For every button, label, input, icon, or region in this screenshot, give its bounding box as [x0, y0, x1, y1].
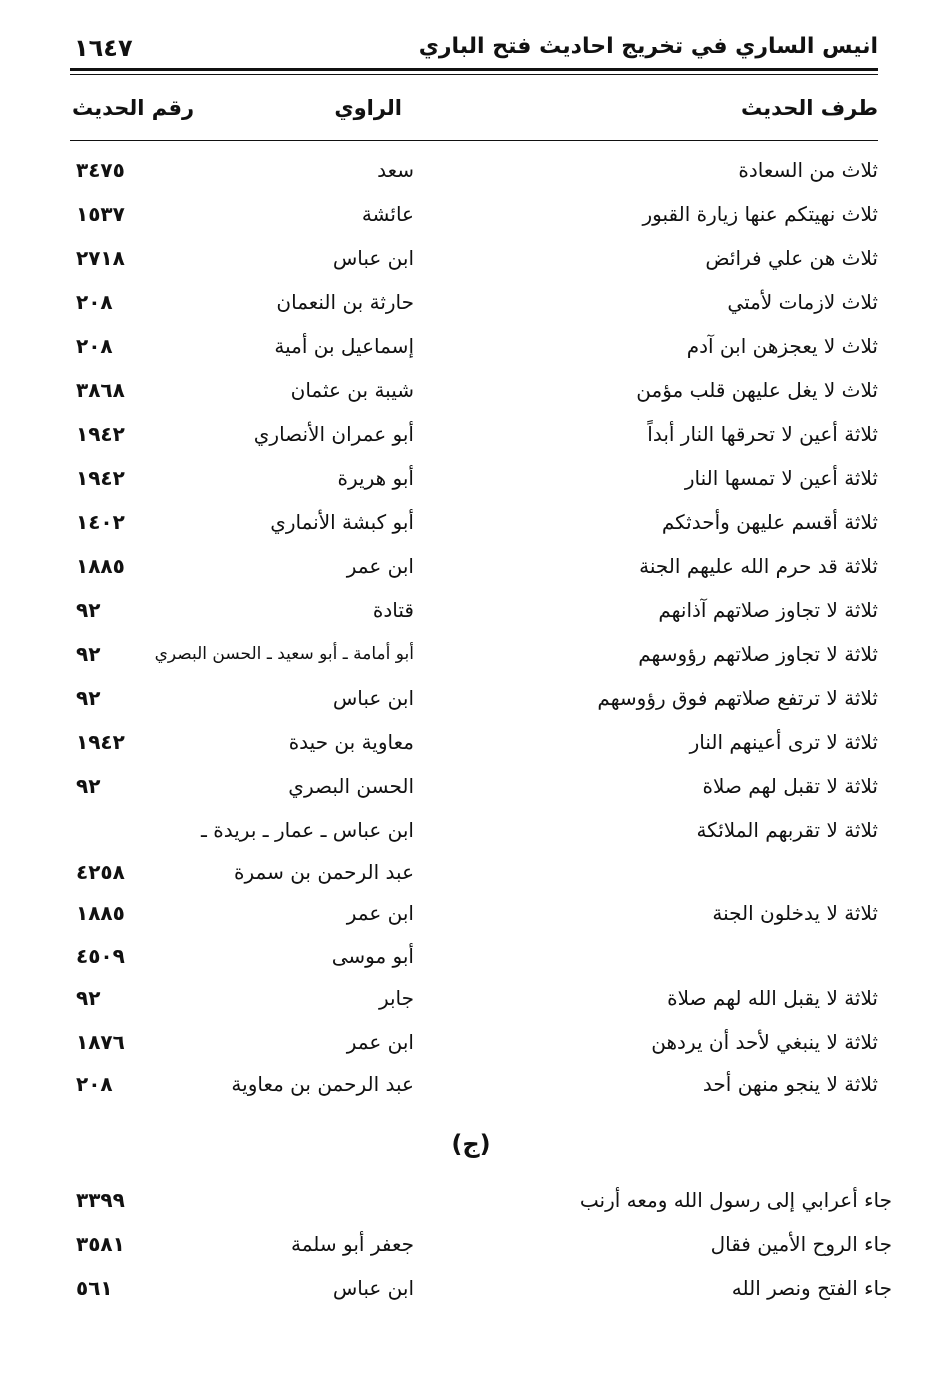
hadith-cell: ثلاثة قد حرم الله عليهم الجنة — [639, 554, 878, 578]
column-header-number: رقم الحديث — [72, 96, 195, 120]
rawi-cell: ابن عمر — [346, 901, 414, 925]
hadith-number-cell: ١٩٤٢ — [76, 422, 125, 446]
hadith-number-cell: ١٨٧٦ — [76, 1030, 125, 1054]
hadith-number-cell: ١٥٣٧ — [76, 202, 125, 226]
hadith-cell: جاء الروح الأمين فقال — [710, 1232, 892, 1256]
table-row — [0, 1224, 942, 1264]
hadith-cell: ثلاث لا يغل عليهن قلب مؤمن — [636, 378, 878, 402]
table-row — [0, 893, 942, 933]
table-row — [0, 1180, 942, 1220]
hadith-cell: ثلاثة لا تجاوز صلاتهم رؤوسهم — [638, 642, 878, 666]
rawi-cell: الحسن البصري — [288, 774, 414, 798]
hadith-number-cell: ٣٨٦٨ — [76, 378, 125, 402]
rawi-cell: ابن عمر — [346, 1030, 414, 1054]
rawi-cell: عبد الرحمن بن سمرة — [234, 860, 414, 884]
rawi-cell: عائشة — [361, 202, 414, 226]
hadith-number-cell: ١٩٤٢ — [76, 466, 125, 490]
hadith-cell: ثلاث لا يعجزهن ابن آدم — [686, 334, 878, 358]
hadith-cell: ثلاثة لا ترى أعينهم النار — [689, 730, 878, 754]
hadith-number-cell: ٣٣٩٩ — [76, 1188, 125, 1212]
hadith-cell: ثلاث من السعادة — [738, 158, 878, 182]
table-row — [0, 678, 942, 718]
table-row — [0, 546, 942, 586]
rawi-cell: إسماعيل بن أمية — [274, 334, 414, 358]
rawi-cell: معاوية بن حيدة — [288, 730, 414, 754]
table-row — [0, 1268, 942, 1308]
hadith-cell: ثلاثة لا تجاوز صلاتهم آذانهم — [658, 598, 878, 622]
rawi-cell: ابن عباس ـ عمار ـ بريدة ـ — [201, 818, 414, 842]
hadith-number-cell: ١٩٤٢ — [76, 730, 125, 754]
hadith-cell: ثلاثة لا ينجو منهن أحد — [702, 1072, 878, 1096]
hadith-number-cell: ٩٢ — [76, 774, 101, 798]
hadith-cell: ثلاثة لا يدخلون الجنة — [712, 901, 878, 925]
table-row — [0, 150, 942, 190]
hadith-cell: جاء أعرابي إلى رسول الله ومعه أرنب — [579, 1188, 892, 1212]
hadith-cell: ثلاث هن علي فرائض — [705, 246, 878, 270]
page-number: ١٦٤٧ — [74, 34, 133, 62]
rawi-cell: أبو أمامة ـ أبو سعيد ـ الحسن البصري — [154, 644, 414, 664]
hadith-cell: ثلاثة لا ترتفع صلاتهم فوق رؤوسهم — [597, 686, 878, 710]
rawi-cell: ابن عباس — [332, 246, 414, 270]
hadith-number-cell: ٢٠٨ — [76, 290, 113, 314]
rawi-cell: سعد — [377, 158, 414, 182]
table-row — [0, 590, 942, 630]
running-head-title: انيس الساري في تخريج احاديث فتح الباري — [418, 34, 878, 59]
rawi-cell: أبو موسى — [331, 944, 414, 968]
hadith-number-cell: ٢٠٨ — [76, 334, 113, 358]
hadith-cell: ثلاث لازمات لأمتي — [727, 290, 878, 314]
table-row — [0, 326, 942, 366]
rawi-cell: قتادة — [372, 598, 414, 622]
hadith-number-cell: ٢٠٨ — [76, 1072, 113, 1096]
hadith-number-cell: ٤٢٥٨ — [76, 860, 125, 884]
hadith-number-cell: ٣٤٧٥ — [76, 158, 125, 182]
hadith-number-cell: ١٤٠٢ — [76, 510, 125, 534]
rawi-cell: شيبة بن عثمان — [290, 378, 414, 402]
hadith-cell: ثلاثة لا تقبل لهم صلاة — [702, 774, 878, 798]
hadith-number-cell: ٤٥٠٩ — [76, 944, 125, 968]
hadith-number-cell: ٣٥٨١ — [76, 1232, 125, 1256]
section-heading-jim: (ج) — [451, 1130, 491, 1158]
rawi-cell: أبو عمران الأنصاري — [253, 422, 414, 446]
hadith-cell: ثلاثة أعين لا تحرقها النار أبداً — [647, 422, 878, 446]
hadith-number-cell: ٩٢ — [76, 642, 101, 666]
table-row — [0, 978, 942, 1018]
table-row — [0, 766, 942, 806]
hadith-number-cell: ١٨٨٥ — [76, 554, 125, 578]
rawi-cell: أبو كبشة الأنماري — [270, 510, 414, 534]
hadith-cell: جاء الفتح ونصر الله — [731, 1276, 892, 1300]
table-row — [0, 458, 942, 498]
table-row — [0, 282, 942, 322]
table-row — [0, 370, 942, 410]
hadith-cell: ثلاثة لا ينبغي لأحد أن يردهن — [651, 1030, 878, 1054]
table-row — [0, 936, 942, 976]
table-row — [0, 722, 942, 762]
table-row — [0, 414, 942, 454]
table-row — [0, 1064, 942, 1104]
hadith-number-cell: ٩٢ — [76, 598, 101, 622]
hadith-number-cell: ٢٧١٨ — [76, 246, 125, 270]
hadith-number-cell: ٩٢ — [76, 986, 101, 1010]
hadith-cell: ثلاثة أقسم عليهن وأحدثكم — [661, 510, 878, 534]
rawi-cell: ابن عباس — [332, 1276, 414, 1300]
hadith-cell: ثلاثة أعين لا تمسها النار — [684, 466, 878, 490]
column-header-hadith: طرف الحديث — [740, 96, 878, 120]
hadith-cell: ثلاثة لا تقربهم الملائكة — [696, 818, 878, 842]
hadith-number-cell: ١٨٨٥ — [76, 901, 125, 925]
table-row — [0, 634, 942, 674]
rawi-cell: ابن عباس — [332, 686, 414, 710]
hadith-number-cell: ٥٦١ — [76, 1276, 113, 1300]
table-row — [0, 502, 942, 542]
rawi-cell: ابن عمر — [346, 554, 414, 578]
table-row — [0, 238, 942, 278]
hadith-cell: ثلاث نهيتكم عنها زيارة القبور — [642, 202, 878, 226]
hadith-number-cell: ٩٢ — [76, 686, 101, 710]
hadith-cell: ثلاثة لا يقبل الله لهم صلاة — [667, 986, 878, 1010]
table-row — [0, 852, 942, 892]
table-row — [0, 1022, 942, 1062]
rawi-cell: أبو هريرة — [337, 466, 414, 490]
rawi-cell: عبد الرحمن بن معاوية — [231, 1072, 414, 1096]
table-row — [0, 810, 942, 850]
table-row — [0, 194, 942, 234]
rawi-cell: جابر — [378, 986, 414, 1010]
rawi-cell: حارثة بن النعمان — [276, 290, 414, 314]
rawi-cell: جعفر أبو سلمة — [291, 1232, 414, 1256]
column-header-rawi: الراوي — [334, 96, 402, 120]
